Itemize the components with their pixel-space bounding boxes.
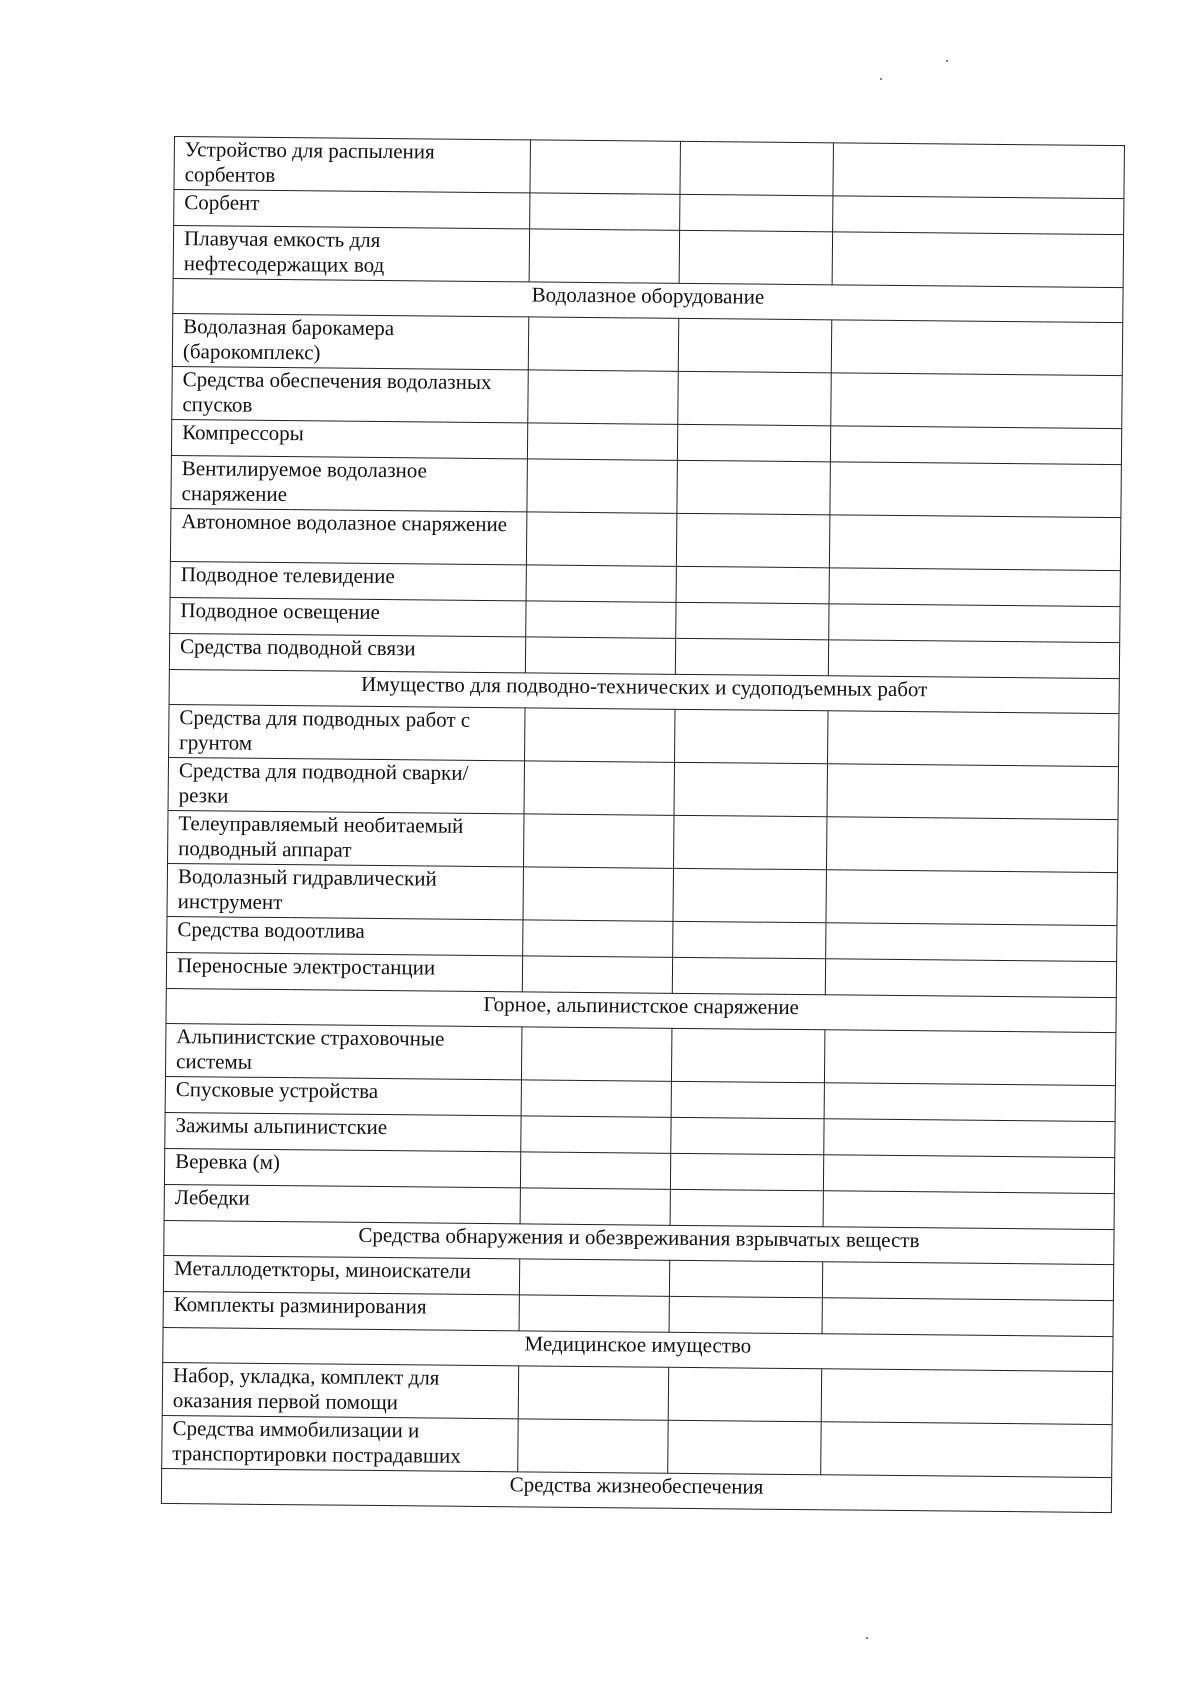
blank-cell[interactable] [519, 1259, 669, 1296]
blank-cell[interactable] [829, 604, 1120, 643]
table-row [174, 137, 1124, 199]
blank-cell[interactable] [674, 762, 828, 816]
blank-cell[interactable] [824, 1083, 1115, 1122]
table-row [172, 366, 1122, 428]
table-row [167, 863, 1117, 925]
blank-cell[interactable] [827, 764, 1118, 820]
blank-cell[interactable] [829, 515, 1120, 571]
form-sheet [161, 136, 1124, 1513]
blank-cell[interactable] [671, 1028, 825, 1082]
blank-cell[interactable] [675, 638, 828, 675]
item-name-cell: Плавучая емкость для нефтесодержащих вод [173, 226, 529, 282]
blank-cell[interactable] [669, 1260, 822, 1297]
blank-cell[interactable] [527, 423, 677, 460]
item-name-cell: Компрессоры [171, 419, 527, 458]
item-name-cell: Переносные электростанции [166, 952, 522, 991]
blank-cell[interactable] [833, 196, 1124, 235]
blank-cell[interactable] [524, 814, 675, 868]
item-name-cell: Зажимы альпинистские [165, 1112, 521, 1151]
blank-cell[interactable] [526, 601, 676, 638]
item-name-cell: Подводное телевидение [170, 561, 526, 600]
blank-cell[interactable] [519, 1295, 669, 1332]
blank-cell[interactable] [825, 959, 1116, 998]
table-row [168, 757, 1118, 819]
blank-cell[interactable] [673, 868, 827, 922]
blank-cell[interactable] [525, 708, 676, 762]
blank-cell[interactable] [671, 1081, 824, 1118]
table-row [172, 313, 1122, 375]
blank-cell[interactable] [676, 513, 830, 567]
section-title: Водолазное оборудование [173, 278, 1123, 322]
blank-cell[interactable] [832, 232, 1123, 288]
table-row [168, 810, 1118, 872]
blank-cell[interactable] [821, 1422, 1112, 1478]
blank-cell[interactable] [669, 1296, 822, 1333]
item-name-cell: Водолазная барокамера (барокомплекс) [172, 313, 528, 369]
blank-cell[interactable] [670, 1189, 823, 1226]
blank-cell[interactable] [680, 141, 834, 195]
blank-cell[interactable] [527, 459, 678, 513]
item-name-cell: Средства подводной связи [169, 633, 525, 672]
blank-cell[interactable] [523, 920, 673, 957]
blank-cell[interactable] [831, 320, 1122, 376]
blank-cell[interactable] [829, 568, 1120, 607]
blank-cell[interactable] [680, 194, 833, 231]
blank-cell[interactable] [525, 637, 675, 674]
item-name-cell: Средства для подводной сварки/резки [168, 757, 524, 813]
section-title: Имущество для подводно-технических и судоподъемных работ [169, 669, 1119, 713]
blank-cell[interactable] [530, 140, 681, 194]
blank-cell[interactable] [823, 1155, 1114, 1194]
item-name-cell: Водолазный гидравлический инструмент [167, 863, 523, 919]
item-name-cell: Вентилируемое водолазное снаряжение [171, 455, 527, 511]
item-name-cell: Средства водоотлива [167, 916, 523, 955]
section-title: Средства жизнеобеспечения [161, 1468, 1111, 1512]
blank-cell[interactable] [668, 1420, 822, 1474]
blank-cell[interactable] [524, 761, 675, 815]
item-name-cell: Металлодеткторы, миноискатели [163, 1255, 519, 1294]
blank-cell[interactable] [670, 1153, 823, 1190]
blank-cell[interactable] [678, 318, 832, 372]
blank-cell[interactable] [672, 957, 825, 994]
blank-cell[interactable] [518, 1419, 669, 1473]
blank-cell[interactable] [521, 1080, 671, 1117]
scan-speck [866, 1637, 868, 1639]
table-row [162, 1362, 1112, 1424]
blank-cell[interactable] [676, 566, 829, 603]
section-title: Медицинское имущество [163, 1327, 1113, 1371]
table-row [165, 1023, 1115, 1085]
item-name-cell: Устройство для распыления сорбентов [174, 137, 530, 193]
blank-cell[interactable] [673, 921, 826, 958]
blank-cell[interactable] [833, 143, 1124, 199]
item-name-cell: Средства иммобилизации и транспортировки пострадавших [162, 1415, 518, 1471]
blank-cell[interactable] [675, 709, 829, 763]
blank-cell[interactable] [679, 230, 833, 284]
item-name-cell: Средства для подводных работ с грунтом [169, 704, 525, 760]
blank-cell[interactable] [521, 1116, 671, 1153]
blank-cell[interactable] [824, 1030, 1115, 1086]
item-name-cell: Средства обеспечения водолазных спусков [172, 366, 528, 422]
blank-cell[interactable] [828, 640, 1119, 679]
item-name-cell: Сорбент [174, 190, 530, 229]
item-name-cell: Веревка (м) [164, 1148, 520, 1187]
item-name-cell: Лебедки [164, 1184, 520, 1223]
blank-cell[interactable] [526, 512, 677, 566]
item-name-cell: Подводное освещение [170, 597, 526, 636]
blank-cell[interactable] [521, 1027, 672, 1081]
equipment-table [161, 136, 1125, 1513]
blank-cell[interactable] [828, 711, 1119, 767]
blank-cell[interactable] [673, 815, 827, 869]
blank-cell[interactable] [677, 424, 830, 461]
blank-cell[interactable] [520, 1152, 670, 1189]
blank-cell[interactable] [530, 193, 680, 230]
blank-cell[interactable] [671, 1117, 824, 1154]
blank-cell[interactable] [677, 460, 831, 514]
blank-cell[interactable] [528, 317, 679, 371]
table-row [169, 704, 1119, 766]
blank-cell[interactable] [518, 1366, 669, 1420]
blank-cell[interactable] [830, 426, 1121, 465]
scan-speck [880, 78, 882, 80]
blank-cell[interactable] [830, 462, 1121, 518]
table-row [173, 226, 1123, 288]
blank-cell[interactable] [520, 1188, 670, 1225]
blank-cell[interactable] [526, 565, 676, 602]
table-row [162, 1415, 1112, 1477]
blank-cell[interactable] [529, 229, 680, 283]
table-row [170, 508, 1120, 570]
section-title: Горное, альпинистское снаряжение [166, 988, 1116, 1032]
item-name-cell: Комплекты разминирования [163, 1291, 519, 1330]
item-name-cell: Телеуправляемый необитаемый подводный аппарат [168, 810, 524, 866]
blank-cell[interactable] [823, 1191, 1114, 1230]
table-row [171, 455, 1121, 517]
blank-cell[interactable] [826, 870, 1117, 926]
blank-cell[interactable] [523, 867, 674, 921]
blank-cell[interactable] [676, 602, 829, 639]
blank-cell[interactable] [821, 1369, 1112, 1425]
blank-cell[interactable] [522, 956, 672, 993]
section-title: Средства обнаружения и обезвреживания взрывчатых веществ [164, 1220, 1114, 1264]
item-name-cell: Спусковые устройства [165, 1076, 521, 1115]
blank-cell[interactable] [826, 923, 1117, 962]
blank-cell[interactable] [831, 373, 1122, 429]
item-name-cell: Автономное водолазное снаряжение [170, 508, 526, 564]
equipment-table-body [161, 137, 1124, 1513]
scan-speck [946, 60, 948, 62]
blank-cell[interactable] [826, 817, 1117, 873]
blank-cell[interactable] [822, 1262, 1113, 1301]
blank-cell[interactable] [822, 1298, 1113, 1337]
blank-cell[interactable] [668, 1367, 822, 1421]
blank-cell[interactable] [824, 1119, 1115, 1158]
blank-cell[interactable] [528, 370, 679, 424]
item-name-cell: Альпинистские страховочные системы [165, 1023, 521, 1079]
item-name-cell: Набор, укладка, комплект для оказания первой помощи [162, 1362, 518, 1418]
blank-cell[interactable] [678, 371, 832, 425]
